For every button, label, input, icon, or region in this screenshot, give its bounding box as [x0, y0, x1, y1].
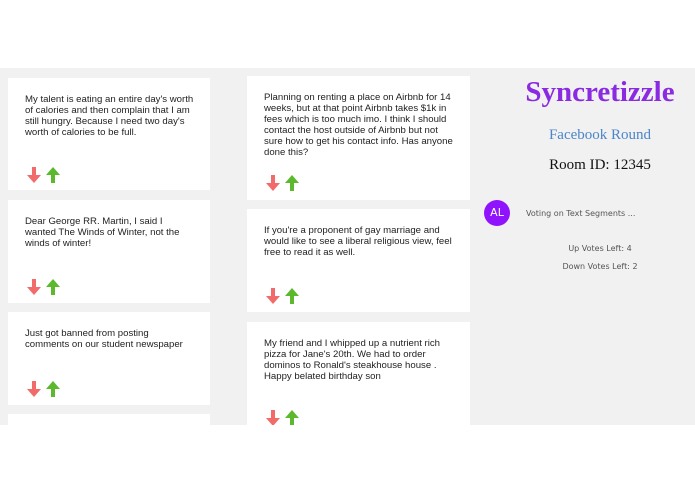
segment-text: My friend and I whipped up a nutrient rich pizza for Jane's 20th. We had to order dominos to Ronald's steakhouse house . Happy belated birthday son — [264, 338, 440, 382]
downvote-arrow-icon[interactable] — [264, 287, 282, 305]
text-segment-card — [8, 414, 210, 425]
text-segment-card — [247, 209, 470, 312]
text-segment-card — [247, 76, 470, 200]
down-votes-left: Down Votes Left: 2 — [562, 262, 638, 271]
segment-text: Just got banned from posting comments on our student newspaper — [25, 328, 183, 350]
text-segment-card — [8, 200, 210, 303]
text-segment-card — [8, 78, 210, 190]
room-id: Room ID: 12345 — [549, 157, 651, 173]
text-segment-card — [8, 312, 210, 405]
upvote-arrow-icon[interactable] — [283, 409, 301, 425]
downvote-arrow-icon[interactable] — [264, 174, 282, 192]
segment-text: Planning on renting a place on Airbnb for 14 weeks, but at that point Airbnb takes $1k in fees which is too much imo. I think I should contact the host outside of Airbnb but not sure how to get his contact info. Has anyone done this? — [264, 92, 453, 158]
upvote-arrow-icon[interactable] — [44, 278, 62, 296]
text-segment-card — [247, 322, 470, 425]
downvote-arrow-icon[interactable] — [264, 409, 282, 425]
segment-text: If you're a proponent of gay marriage and would like to see a liberal religious view, feel free to read it as well. — [264, 225, 452, 258]
downvote-arrow-icon[interactable] — [25, 380, 43, 398]
up-votes-left: Up Votes Left: 4 — [568, 244, 632, 253]
downvote-arrow-icon[interactable] — [25, 166, 43, 184]
game-info-panel — [480, 68, 695, 425]
upvote-arrow-icon[interactable] — [44, 380, 62, 398]
avatar: AL — [484, 200, 510, 226]
segment-text: My talent is eating an entire day's worth of calories and then complain that I am still hungry. Because I need two day's worth of calories to be full. — [25, 94, 194, 138]
upvote-arrow-icon[interactable] — [44, 166, 62, 184]
downvote-arrow-icon[interactable] — [25, 278, 43, 296]
round-label: Facebook Round — [548, 127, 652, 143]
player-status: Voting on Text Segments ... — [526, 209, 636, 218]
app-title: Syncretizzle — [525, 76, 675, 108]
upvote-arrow-icon[interactable] — [283, 287, 301, 305]
segment-text: Dear George RR. Martin, I said I wanted The Winds of Winter, not the winds of winter! — [25, 216, 180, 249]
upvote-arrow-icon[interactable] — [283, 174, 301, 192]
